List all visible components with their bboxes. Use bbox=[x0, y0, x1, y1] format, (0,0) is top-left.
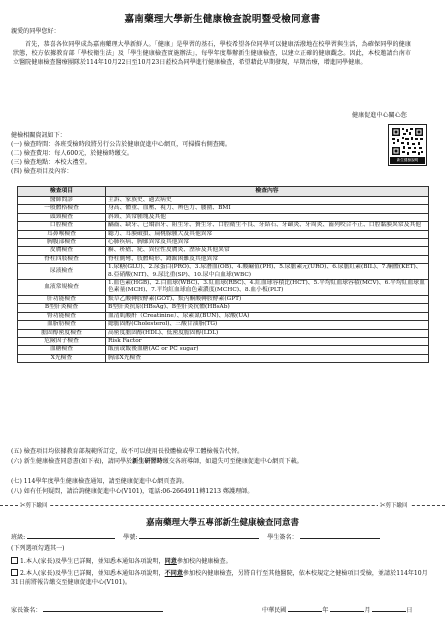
info-header: 健檢相關資訊如下： bbox=[11, 132, 66, 139]
exam-content: 高密度膽固醇(HDL)、低密度膽固醇(LDL) bbox=[106, 329, 429, 337]
exam-item: 血液常規檢查 bbox=[18, 280, 106, 296]
exam-content: 聽力、耳膜破損、扁桃腺腫大及其他異常 bbox=[106, 230, 429, 238]
note-item: (七) 114學年度學生健康檢查通知，請至健康促進中心網頁查詢。 bbox=[11, 478, 188, 485]
table-row bbox=[18, 295, 429, 303]
exam-content: 血清肌酸酐（Creatinine）、尿素氮(BUN)、尿酸(UA) bbox=[106, 312, 429, 320]
day-field[interactable] bbox=[372, 605, 406, 612]
qr-caption: 新生健檢說明 bbox=[390, 157, 425, 164]
exam-content: 總膽固醇(Cholesterol)、三酸甘油脂(TG) bbox=[106, 321, 429, 329]
exam-content: Risk Factor bbox=[106, 337, 429, 345]
exam-content: 1.尿糖(GLU)、2.尿蛋白(PRO)、3.尿潛血(OB)、4.酸鹼值(PH)、5.尿膽素元(URO)、6.尿膽紅素(BIL)、7.酮體(KET)、8.亞硝酸(NIT)、9.尿比重(SP)、10.尿中白血球(WBC) bbox=[106, 264, 429, 280]
exam-item: 皮膚檢查 bbox=[18, 247, 106, 255]
class-label: 班級: bbox=[11, 534, 26, 541]
exam-item: 耳鼻喉檢查 bbox=[18, 230, 106, 238]
exam-content: B型肝炎抗原(HBsAg)、B型肝炎抗體(HBsAb) bbox=[106, 304, 429, 312]
exam-item: 腎功能檢查 bbox=[18, 312, 106, 320]
table-row bbox=[18, 346, 429, 354]
cut-label-right: ✂剪下繳回 bbox=[380, 503, 408, 509]
qr-code[interactable] bbox=[388, 124, 427, 166]
note-text: (六) 新生健康檢查同意書(如下表)，請同學於 bbox=[11, 458, 133, 465]
date-row: 中華民國 年 月 日 bbox=[262, 607, 413, 614]
parent-row bbox=[11, 605, 163, 616]
form-title: 嘉南藥理大學五專部新生健康檢查同意書 bbox=[145, 518, 299, 528]
table-row bbox=[18, 205, 429, 213]
table-row bbox=[18, 321, 429, 329]
month-field[interactable] bbox=[330, 605, 364, 612]
agree-checkbox[interactable] bbox=[11, 557, 18, 564]
choose-instruction: (下列選項勾選其一) bbox=[11, 545, 65, 552]
student-sign-label: 學生簽名： bbox=[267, 534, 298, 541]
intro-paragraph: 首先，恭喜各位同學成為嘉南藥理大學新鮮人。「健康」是學習的基石，學校希望各位同學可以健康活潑地在校學習與生活，為確保同學的健康狀態，校方依據教育部「學校衛生法」及「學生健康檢查實施辦法」，每學年度舉辦新生健康檢查，以建立正確的健康觀念。因此，本校邀請台南市立醫院健康檢查醫療團隊於114年10月22日至10月23日蒞校為同學進行健康檢查，希望藉此早期發現，早期治療，增進同學健康。 bbox=[13, 41, 411, 67]
table-header-row bbox=[18, 187, 429, 197]
table-row bbox=[18, 230, 429, 238]
student-id-label: 學號: bbox=[123, 534, 138, 541]
exam-item: 醫師問診 bbox=[18, 197, 106, 205]
note-text: 繳交各班導師，如遺失可至健康促進中心網頁下載。 bbox=[162, 458, 303, 465]
info-item: (一) 檢查時間：各班受檢時段將另行公告於健康促進中心網頁，可掃描右側查閱。 bbox=[11, 141, 231, 148]
exam-item: 脊柱四肢檢查 bbox=[18, 255, 106, 263]
disagree-checkbox[interactable] bbox=[11, 569, 18, 576]
exam-item: 尿液檢查 bbox=[18, 264, 106, 280]
agree-emphasis: 同意 bbox=[164, 558, 177, 565]
table-header: 檢查內容 bbox=[106, 187, 429, 197]
exam-item: 口腔檢查 bbox=[18, 222, 106, 230]
qr-code-icon bbox=[391, 127, 424, 156]
table-row bbox=[18, 329, 429, 337]
exam-item: B型肝炎檢查 bbox=[18, 304, 106, 312]
table-row bbox=[18, 247, 429, 255]
info-item: (二) 檢查費用：每人600元，於健檢時繳交。 bbox=[11, 150, 133, 157]
table-row bbox=[18, 255, 429, 263]
exam-item: 一般體格檢查 bbox=[18, 205, 106, 213]
class-field[interactable] bbox=[27, 532, 115, 539]
exam-content: 麩草乙酸轉胺酵素(GOT)、麩丙酮酸轉胺酵素(GPT) bbox=[106, 295, 429, 303]
note-item: (八) 如有任何疑問，請洽詢健康促進中心(V101)，電話:06-2664911轉1213 鄭護理師。 bbox=[11, 488, 254, 495]
table-row bbox=[18, 239, 429, 247]
note-item: (五) 檢查項目均依據教育部規範所訂定，故不可以使用長役體檢或學工體檢報告代替。 bbox=[11, 448, 244, 455]
info-item: (三) 檢查地點：本校大禮堂。 bbox=[11, 159, 91, 166]
parent-sign-field[interactable] bbox=[43, 605, 163, 612]
exam-content: 齲齒、缺牙、已矯治牙、阻生牙、贅生牙、口腔衛生不良、牙結石、牙齦炎、牙周炎、齒列咬合不正、口腔黏膜異常及其他 bbox=[106, 222, 429, 230]
disagree-emphasis: 不同意 bbox=[164, 570, 183, 577]
exam-item: 肝功能檢查 bbox=[18, 295, 106, 303]
document-title: 嘉南藥理大學新生健康檢查說明暨受檢同意書 bbox=[124, 14, 321, 25]
exam-item: 血糖檢查 bbox=[18, 346, 106, 354]
year-field[interactable] bbox=[288, 605, 322, 612]
note-emphasis: 新生研習時 bbox=[132, 458, 163, 465]
table-row bbox=[18, 354, 429, 362]
info-item: (四) 檢查項目及內容： bbox=[11, 168, 73, 175]
table-row bbox=[18, 337, 429, 345]
table-row bbox=[18, 312, 429, 320]
cut-label-left: ✂剪下繳回 bbox=[20, 503, 48, 509]
exam-item: 頭頸檢查 bbox=[18, 213, 106, 221]
student-sign-field[interactable] bbox=[300, 532, 380, 539]
table-row bbox=[18, 213, 429, 221]
exam-item: 膽固醇密度檢查 bbox=[18, 329, 106, 337]
exam-item: X光檢查 bbox=[18, 354, 106, 362]
consent-option-agree: 1.本人(家長)及學生已詳閱，並知悉本通知各項說明，同意參加校內健康檢查。 bbox=[11, 557, 232, 567]
student-id-field[interactable] bbox=[139, 532, 259, 539]
exam-content: 心肺疾病、胸廓異常及其他異常 bbox=[106, 239, 429, 247]
table-row bbox=[18, 222, 429, 230]
class-row bbox=[11, 532, 380, 543]
consent-option-disagree: 2.本人(家長)及學生已詳閱，並知悉本通知各項說明，不同意參加校內健康檢查，另將自行至其他醫院，依本校規定之健檢項目受檢，並請於114年10月31日前將報告繳交至健康促進中心(V101)。 bbox=[11, 570, 428, 586]
greeting: 親愛的同學您好： bbox=[11, 28, 60, 35]
exam-content: 飯前或飯後血糖(AC or PC sugar) bbox=[106, 346, 429, 354]
parent-sign-label: 家長簽名： bbox=[11, 607, 42, 614]
exam-item: 危險因子檢查 bbox=[18, 337, 106, 345]
exam-content: 癬、疥瘡、疣、異位性皮膚炎、溼疹及其他異常 bbox=[106, 247, 429, 255]
table-row bbox=[18, 280, 429, 296]
table-row bbox=[18, 304, 429, 312]
scissors-icon: ✂ bbox=[20, 503, 26, 509]
exam-items-table bbox=[17, 186, 429, 363]
table-row bbox=[18, 197, 429, 205]
table-header: 檢查項目 bbox=[18, 187, 106, 197]
exam-content: 脊柱側彎、肢體畸形、蹲踞困難及其他異常 bbox=[106, 255, 429, 263]
exam-content: 斜頸、異常腫塊及其他 bbox=[106, 213, 429, 221]
exam-content: 主訴、家族史、過去病史 bbox=[106, 197, 429, 205]
note-item bbox=[11, 458, 303, 467]
exam-item: 胸腹部檢查 bbox=[18, 239, 106, 247]
exam-content: 1.血色素(HGB)、2.白血球(WBC)、3.紅血球(RBC)、4.紅血球容積比(HCT)、5.平均紅血球容積(MCV)、6.平均紅血球血色素量(MCH)、7.平均紅血球血色素濃度(MCHC)、8.血小板(PLT) bbox=[106, 280, 429, 296]
table-row bbox=[18, 264, 429, 280]
exam-content: 胸部X光檢查 bbox=[106, 354, 429, 362]
exam-content: 身高、體重、血壓、視力、辨色力、腰圍、BMI bbox=[106, 205, 429, 213]
scissors-icon: ✂ bbox=[380, 503, 386, 509]
date-prefix: 中華民國 bbox=[262, 607, 287, 614]
signoff: 健康促進中心關心您 bbox=[352, 112, 407, 119]
exam-item: 血脂肪檢查 bbox=[18, 321, 106, 329]
